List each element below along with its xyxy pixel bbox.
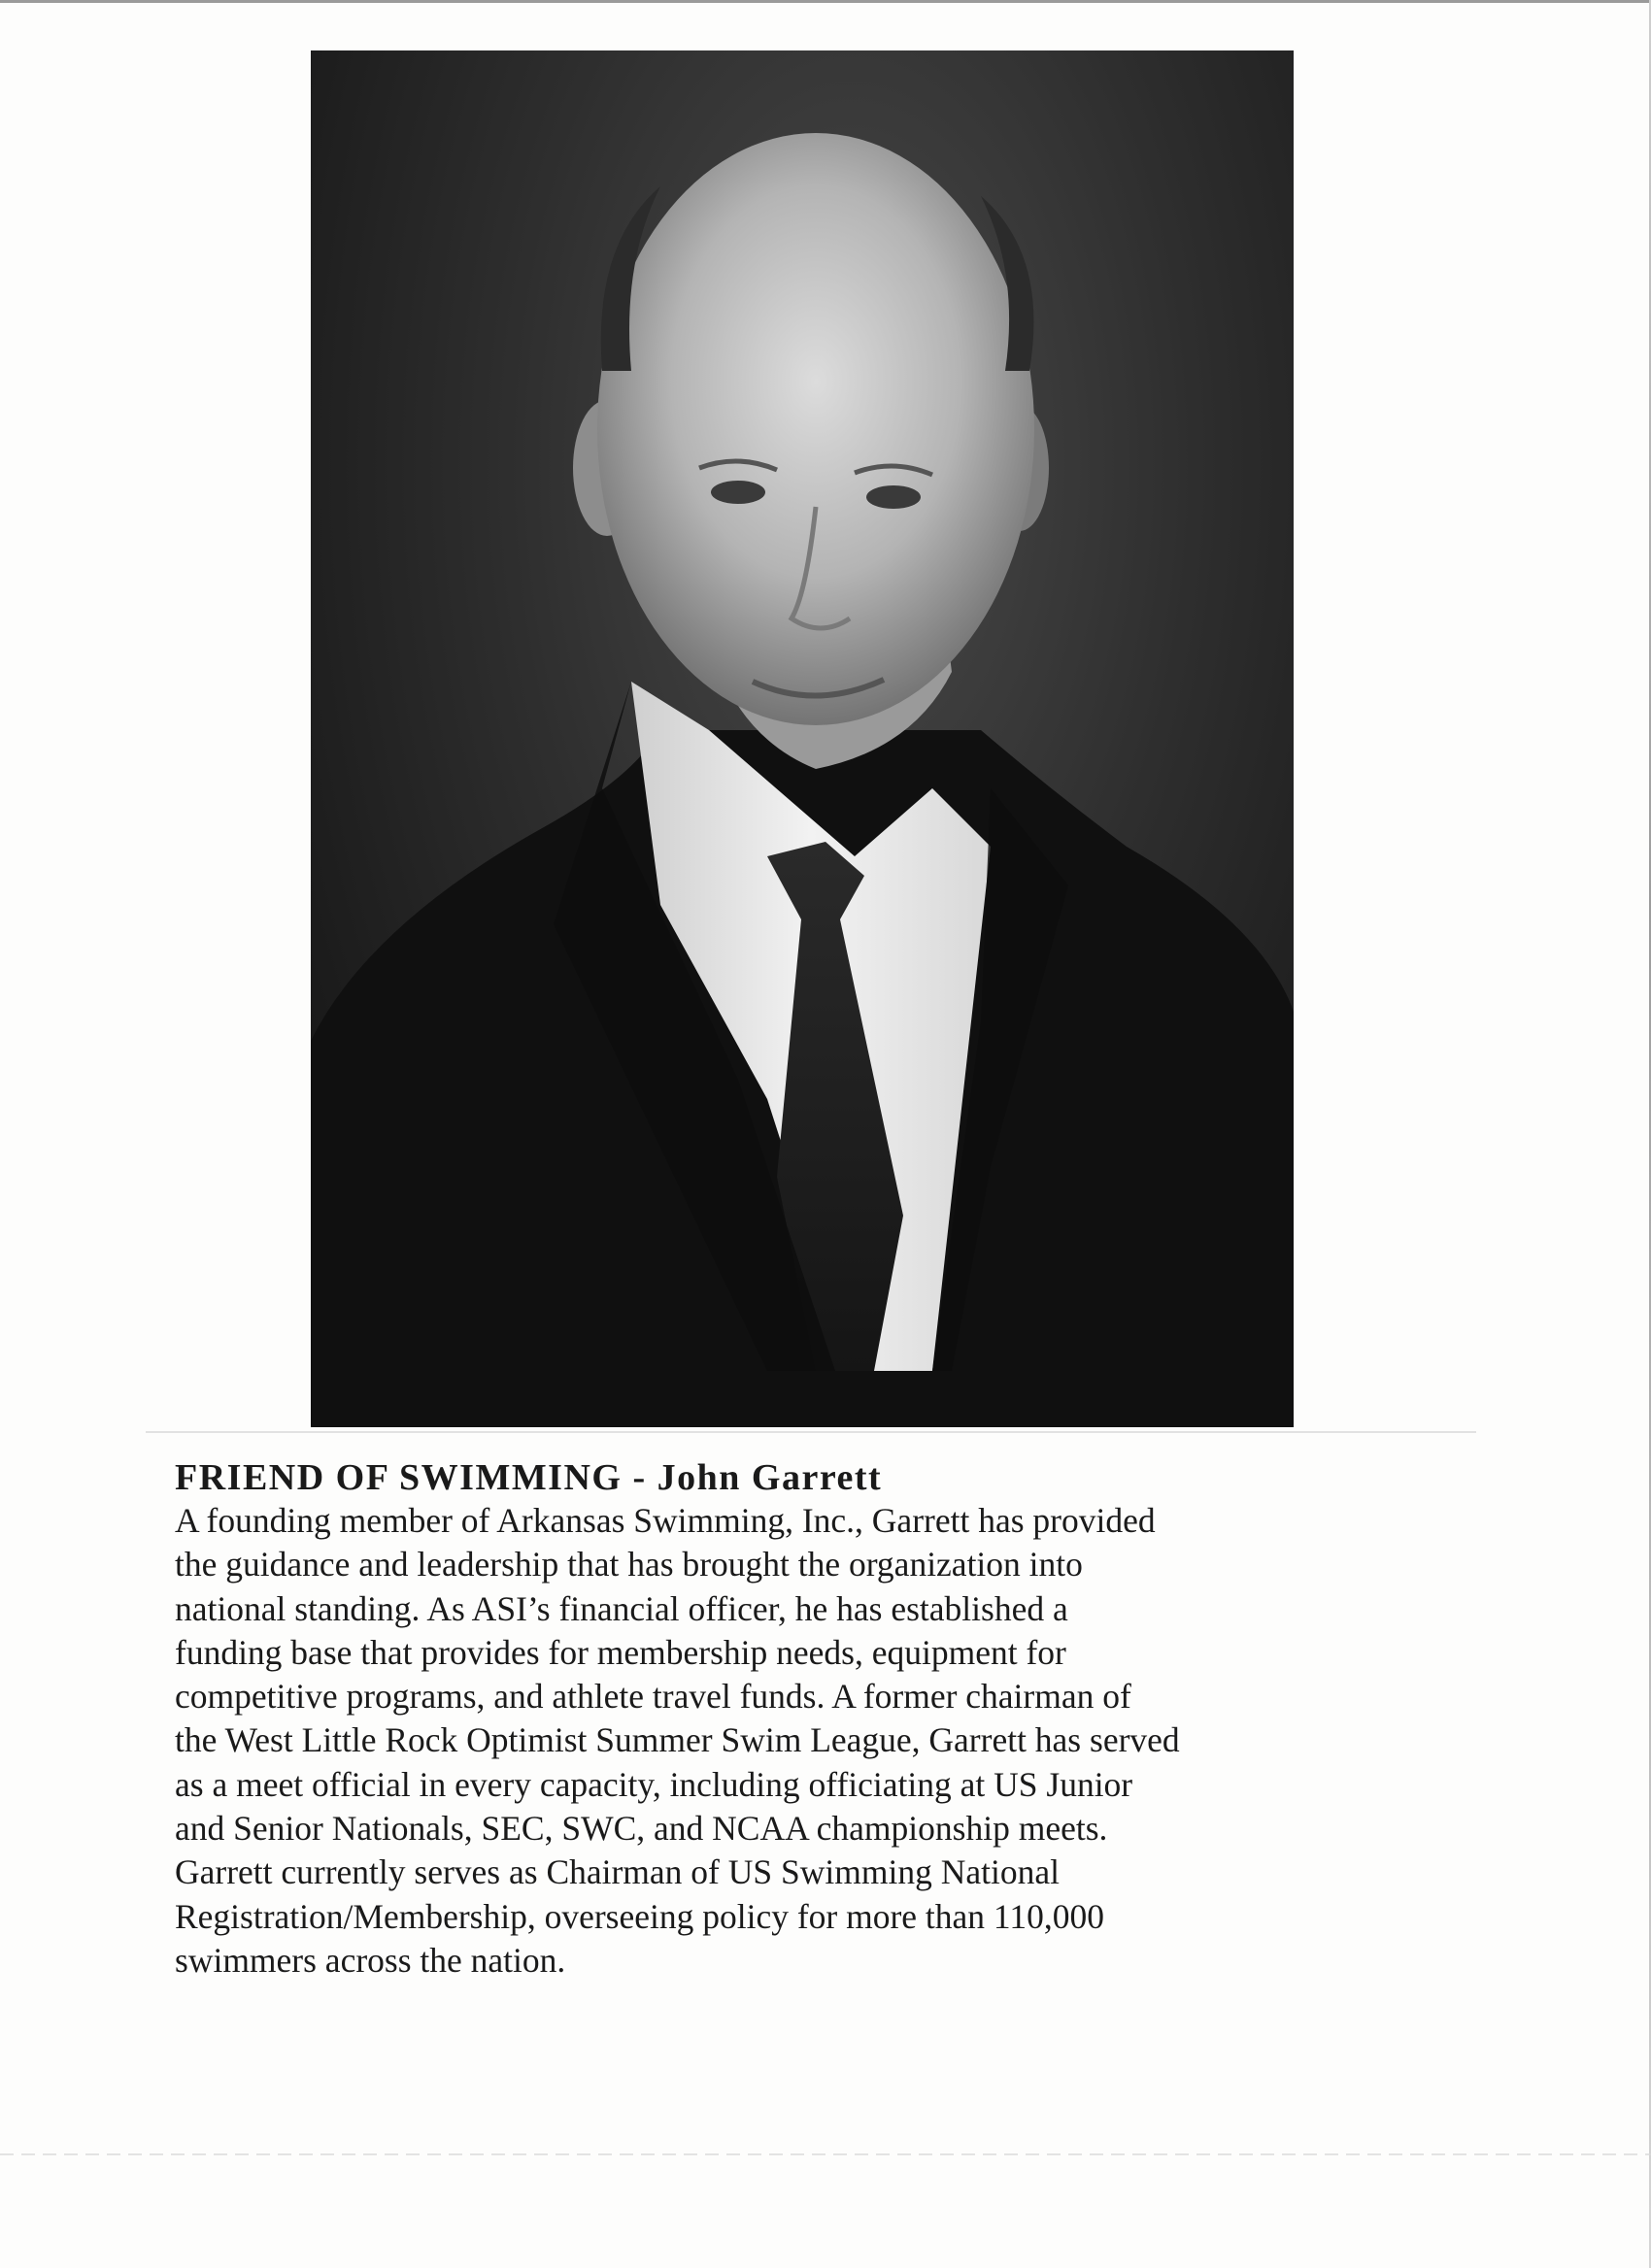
caption-line: national standing. As ASI’s financial officer, he has established a: [175, 1588, 1068, 1628]
caption-line: as a meet official in every capacity, including officiating at US Junior: [175, 1764, 1133, 1804]
caption-body: [175, 1499, 1496, 1983]
caption-line: the West Little Rock Optimist Summer Swim League, Garrett has served: [175, 1720, 1180, 1760]
caption-line: competitive programs, and athlete travel funds. A former chairman of: [175, 1677, 1131, 1717]
caption-divider: [146, 1431, 1476, 1433]
caption-line: Registration/Membership, overseeing policy for more than 110,000: [175, 1896, 1104, 1936]
scan-edge-top: [0, 0, 1651, 3]
caption-line: swimmers across the nation.: [175, 1940, 566, 1980]
caption-line: and Senior Nationals, SEC, SWC, and NCAA championship meets.: [175, 1809, 1108, 1849]
scan-edge-bottom: [0, 2153, 1651, 2155]
caption-line: A founding member of Arkansas Swimming, Inc., Garrett has provided: [175, 1501, 1156, 1540]
caption-title: FRIEND OF SWIMMING - John Garrett: [175, 1457, 883, 1498]
caption-line: funding base that provides for membership needs, equipment for: [175, 1632, 1066, 1672]
caption-block: [175, 1456, 1496, 1983]
face-shape: [597, 133, 1034, 725]
caption-line: Garrett currently serves as Chairman of US Swimming National: [175, 1852, 1060, 1892]
caption-line: the guidance and leadership that has brought the organization into: [175, 1545, 1083, 1584]
portrait-photo: [311, 50, 1294, 1427]
